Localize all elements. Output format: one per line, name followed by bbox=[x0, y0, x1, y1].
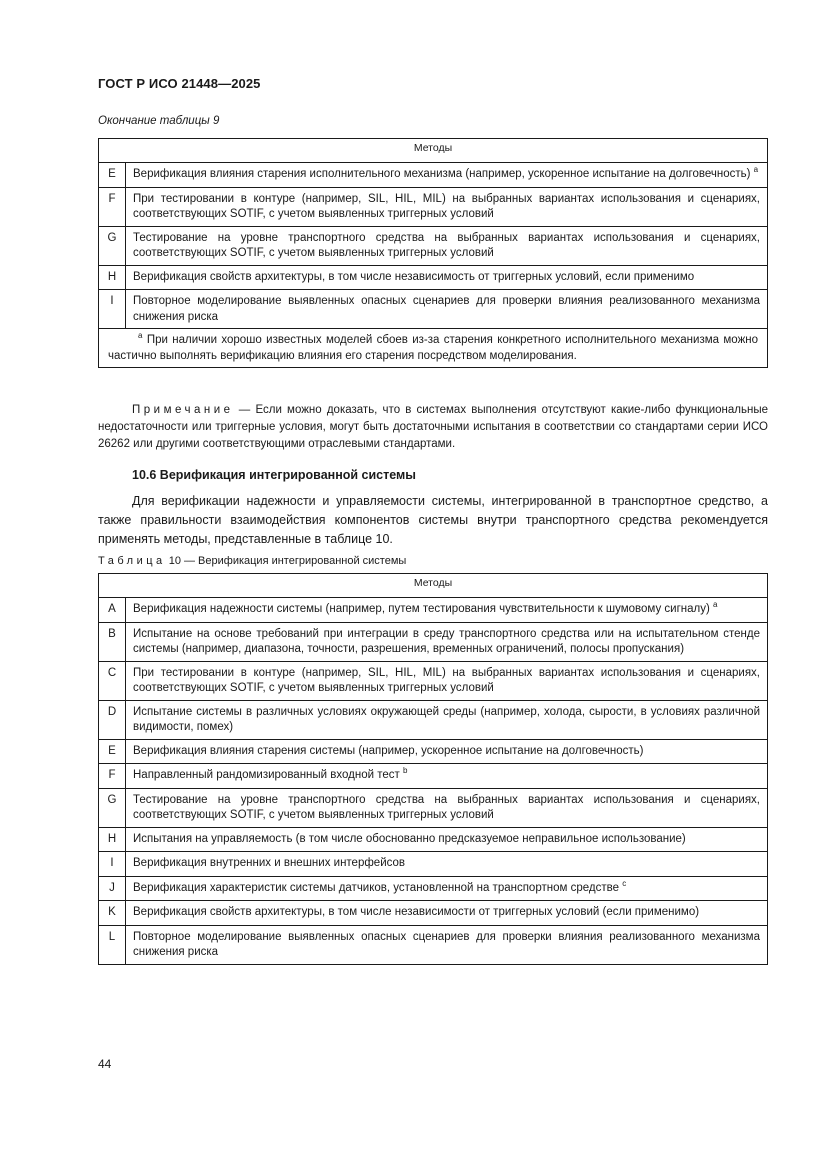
footnote-mark: b bbox=[403, 766, 408, 776]
table9-caption: Окончание таблицы 9 bbox=[98, 115, 220, 127]
row-letter: G bbox=[99, 226, 126, 265]
table-row bbox=[99, 622, 768, 661]
row-letter: E bbox=[99, 739, 126, 764]
row-letter: B bbox=[99, 622, 126, 661]
section-heading: 10.6 Верификация интегрированной системы bbox=[132, 468, 416, 482]
table10-column-header: Методы bbox=[99, 574, 768, 598]
note-paragraph bbox=[98, 402, 768, 453]
footnote-text: При наличии хорошо известных моделей сбоев из-за старения конкретного исполнительного механизма можно частично выполнять верификацию влияния его старения посредством моделирования. bbox=[108, 334, 759, 362]
row-text: Верификация свойств архитектуры, в том числе независимости от триггерных условий (если применимо) bbox=[126, 901, 768, 926]
page-number: 44 bbox=[98, 1057, 112, 1071]
row-letter: F bbox=[99, 187, 126, 226]
table-row bbox=[99, 290, 768, 329]
row-text bbox=[126, 764, 768, 789]
row-text-body: Верификация характеристик системы датчиков, установленной на транспортном средстве bbox=[133, 881, 619, 894]
table10-caption bbox=[98, 555, 406, 567]
row-letter: F bbox=[99, 764, 126, 789]
row-text-body: Верификация влияния старения исполнительного механизма (например, ускоренное испытание на долговечность) bbox=[133, 168, 751, 180]
table-row bbox=[99, 163, 768, 188]
row-text-body: Верификация надежности системы (например, путем тестирования чувствительности к шумовому сигналу) bbox=[133, 603, 710, 615]
row-text: Верификация свойств архитектуры, в том числе независимость от триггерных условий, если применимо bbox=[126, 265, 768, 290]
row-text: Повторное моделирование выявленных опасных сценариев для проверки влияния реализованного механизма снижения риска bbox=[126, 925, 768, 964]
footnote-mark: а bbox=[713, 600, 718, 610]
table-footnote-row bbox=[99, 329, 768, 368]
table-row bbox=[99, 852, 768, 877]
footnote-mark: c bbox=[622, 878, 627, 888]
row-text: Испытания на управляемость (в том числе обоснованно предсказуемое неправильное использование) bbox=[126, 827, 768, 852]
row-letter: A bbox=[99, 598, 126, 623]
row-letter: E bbox=[99, 163, 126, 188]
row-letter: C bbox=[99, 661, 126, 700]
table9 bbox=[98, 138, 768, 368]
body-paragraph: Для верификации надежности и управляемости системы, интегрированной в транспортное средство, а также правильности взаимодействия компонентов системы внутри транспортного средства рекомендуется применять методы, представленные в таблице 10. bbox=[98, 494, 768, 546]
table-row bbox=[99, 265, 768, 290]
table-row bbox=[99, 598, 768, 623]
table-row bbox=[99, 764, 768, 789]
table9-footnote bbox=[99, 329, 768, 368]
row-text bbox=[126, 876, 768, 901]
table-row bbox=[99, 925, 768, 964]
row-text: Верификация влияния старения системы (например, ускоренное испытание на долговечность) bbox=[126, 739, 768, 764]
table9-column-header: Методы bbox=[99, 139, 768, 163]
table-row bbox=[99, 788, 768, 827]
row-letter: H bbox=[99, 827, 126, 852]
table-row bbox=[99, 901, 768, 926]
row-text bbox=[126, 163, 768, 188]
note-label: Примечание bbox=[132, 404, 234, 416]
document-id: ГОСТ Р ИСО 21448—2025 bbox=[98, 76, 261, 91]
row-text: При тестировании в контуре (например, SIL, HIL, MIL) на выбранных вариантах использования и сценариях, соответствующих SOTIF, с учетом выявленных триггерных условий bbox=[126, 661, 768, 700]
table-row bbox=[99, 661, 768, 700]
table-row bbox=[99, 700, 768, 739]
row-text: Тестирование на уровне транспортного средства на выбранных вариантах использования и сценариях, соответствующих SOTIF, с учетом выявленных триггерных условий bbox=[126, 788, 768, 827]
table-row bbox=[99, 739, 768, 764]
table10-caption-text: 10 — Верификация интегрированной системы bbox=[168, 555, 407, 567]
note-text: — Если можно доказать, что в системах выполнения отсутствуют какие-либо функциональные недостаточности или триггерные условия, могут быть достаточными испытания в соответствии со стандартами серии ИСО 26262 или другими соответствующими отраслевыми стандартами. bbox=[98, 404, 768, 450]
row-text: Испытание на основе требований при интеграции в среду транспортного средства или на испытательном стенде системы (например, диапазона, точности, разрешения, временных ограничений, полосы пропускания) bbox=[126, 622, 768, 661]
row-text: При тестировании в контуре (например, SIL, HIL, MIL) на выбранных вариантах использования и сценариях, соответствующих SOTIF, с учетом выявленных триггерных условий bbox=[126, 187, 768, 226]
table10 bbox=[98, 573, 768, 965]
row-text bbox=[126, 598, 768, 623]
row-letter: I bbox=[99, 852, 126, 877]
row-letter: L bbox=[99, 925, 126, 964]
footnote-mark: а bbox=[138, 331, 143, 341]
row-letter: J bbox=[99, 876, 126, 901]
table-row bbox=[99, 226, 768, 265]
row-letter: K bbox=[99, 901, 126, 926]
table10-caption-label: Таблица bbox=[98, 555, 166, 567]
row-text: Верификация внутренних и внешних интерфейсов bbox=[126, 852, 768, 877]
table-row bbox=[99, 187, 768, 226]
row-letter: I bbox=[99, 290, 126, 329]
row-letter: H bbox=[99, 265, 126, 290]
row-text: Тестирование на уровне транспортного средства на выбранных вариантах использования и сценариях, соответствующих SOTIF, с учетом выявленных триггерных условий bbox=[126, 226, 768, 265]
row-text-body: Направленный рандомизированный входной тест bbox=[133, 769, 400, 781]
footnote-mark: а bbox=[753, 165, 759, 175]
row-text: Повторное моделирование выявленных опасных сценариев для проверки влияния реализованного механизма снижения риска bbox=[126, 290, 768, 329]
table-row bbox=[99, 827, 768, 852]
row-letter: G bbox=[99, 788, 126, 827]
row-letter: D bbox=[99, 700, 126, 739]
row-text: Испытание системы в различных условиях окружающей среды (например, холода, сырости, в условиях различной видимости, помех) bbox=[126, 700, 768, 739]
table-row bbox=[99, 876, 768, 901]
